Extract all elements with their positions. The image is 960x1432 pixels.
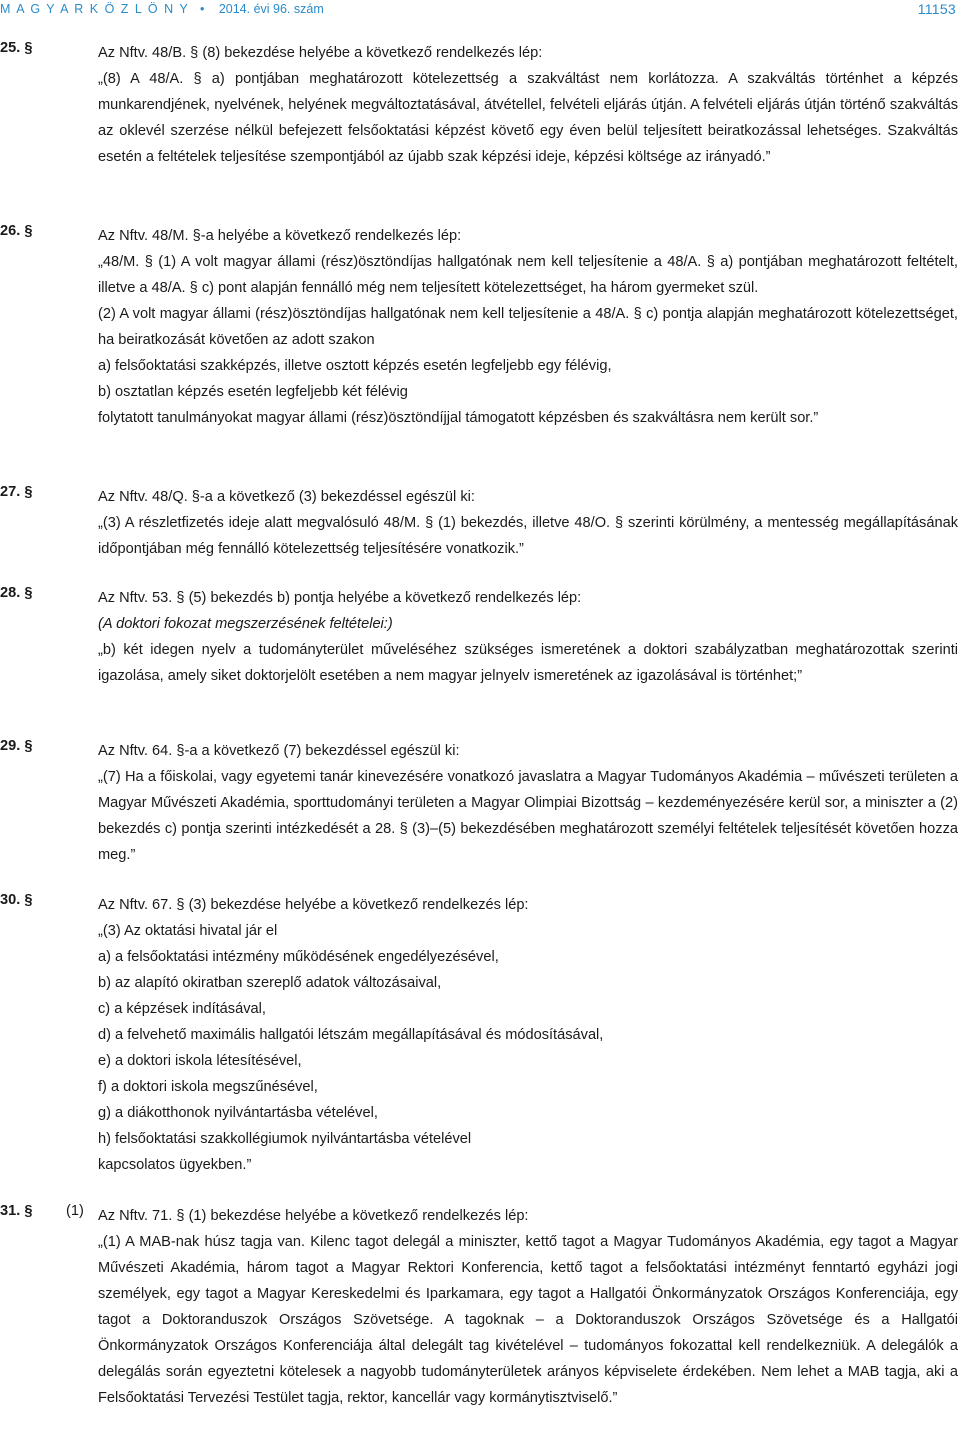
page-header (0, 0, 960, 20)
section-paragraph: „(7) Ha a főiskolai, vagy egyetemi tanár kinevezésére vonatkozó javaslatra a Magyar Tudományos Akadémia – művészeti területen a Magyar Művészeti Akadémia, sporttudományi területen a Magyar Olimpiai Bizottság – kezdeményezésére kerül sor, a miniszter a (2) bekezdés c) pontja szerinti intézkedését a 28. § (3)–(5) bekezdésében meghatározott személyi feltételek teljesítését követően hozza meg.” (98, 769, 958, 863)
list-item: h) felsőoktatási szakkollégiumok nyilvántartásba vételével (98, 1131, 472, 1147)
list-item: d) a felvehető maximális hallgatói létszám megállapításával és módosításával, (98, 1027, 604, 1043)
section-paragraph: „(1) A MAB-nak húsz tagja van. Kilenc tagot delegál a miniszter, kettő tagot a Magyar Tudományos Akadémia, egy tagot a Magyar Művészeti Akadémia, három tagot a Magyar Rektori Konferencia, kettő tagot a felsőoktatási intézményt fenntartó egyházi jogi személyek, egy tagot a Magyar Kereskedelmi és Iparkamara, egy tagot a Hallgatói Önkormányzatok Országos Konferenciája, egy tagot a Doktoranduszok Országos Szövetsége. A tagoknak – a Doktoranduszok Országos Szövetsége és a Hallgatói Önkormányzatok Országos Konferenciája által delegált tag kivételével – tudományos fokozattal kell rendelkezniük. A delegálók a delegálás során egyeztetni kötelesek a nagyobb tudományterületek arányos képviselete érdekében. Nem lehet a MAB tagja, aki a Felsőoktatási Tervezési Testület tagja, rektor, kancellár vagy kormánytisztviselő.” (98, 1234, 958, 1406)
section-text (98, 1203, 958, 1411)
header-bullet: • (199, 2, 206, 16)
section-intro: Az Nftv. 64. §-a a következő (7) bekezdéssel egészül ki: (98, 743, 460, 759)
section-intro: Az Nftv. 71. § (1) bekezdése helyébe a következő rendelkezés lép: (98, 1208, 529, 1224)
list-item: a) a felsőoktatási intézmény működésének engedélyezésével, (98, 949, 499, 965)
section-paragraph: „(3) A részletfizetés ideje alatt megvalósuló 48/M. § (1) bekezdés, illetve 48/O. § szerinti körülmény, a mentesség megállapításának időpontjában még fennálló kötelezettség teljesítésére vonatkozik.” (98, 515, 958, 557)
section-text (98, 585, 958, 689)
list-item: c) a képzések indításával, (98, 1001, 266, 1017)
section-text (98, 223, 958, 431)
section-number: 30. § (0, 892, 33, 908)
section-paragraph: a) felsőoktatási szakképzés, illetve osztott képzés esetén legfeljebb egy félévig, (98, 358, 612, 374)
section-text (98, 40, 958, 170)
section-paragraph: „48/M. § (1) A volt magyar állami (rész)ösztöndíjas hallgatónak nem kell teljesítenie a 48/A. § a) pontjában meghatározott feltételt, illetve a 48/A. § c) pont alapján fennálló még nem teljesített kötelezettséget, ha három gyermeket szül. (98, 254, 958, 296)
list-item: b) az alapító okiratban szereplő adatok változásaival, (98, 975, 442, 991)
section-paragraph: „b) két idegen nyelv a tudományterület műveléséhez szükséges ismeretének a doktori szabályzatban meghatározottak szerinti igazolása, amely siket doktorjelölt esetében a nem magyar jelnyelv ismeretének az igazolásával is történhet;” (98, 642, 958, 684)
section-paragraph: b) osztatlan képzés esetén legfeljebb két félévig (98, 384, 408, 400)
journal-name: M A G Y A R K Ö Z L Ö N Y (0, 2, 189, 16)
section-number: 25. § (0, 40, 33, 56)
section-intro: Az Nftv. 48/B. § (8) bekezdése helyébe a következő rendelkezés lép: (98, 45, 543, 61)
section-number: 27. § (0, 484, 33, 500)
section-text (98, 738, 958, 868)
list-item: g) a diákotthonok nyilvántartásba vételével, (98, 1105, 378, 1121)
section-context: (A doktori fokozat megszerzésének feltételei:) (98, 616, 393, 632)
journal-title (0, 2, 324, 16)
issue-label: 2014. évi 96. szám (218, 2, 324, 16)
section-text (98, 484, 958, 562)
subsection-number: (1) (66, 1203, 84, 1219)
section-number: 26. § (0, 223, 33, 239)
section-number: 29. § (0, 738, 33, 754)
section-paragraph: „(8) A 48/A. § a) pontjában meghatározott kötelezettség a szakváltást nem korlátozza. A szakváltás történhet a képzés munkarendjének, nyelvének, helyének megváltoztatásával, átvétellel, felvételi eljárás útján. A felvételi eljárás útján történő szakváltás az oklevél szerzése nélkül befejezett felsőoktatási képzést követő egy éven belül teljesített beiratkozással lehetséges. Szakváltás esetén a feltételek teljesítése szempontjából az újabb szak képzési ideje, képzési költsége az irányadó.” (98, 71, 958, 165)
list-item: f) a doktori iskola megszűnésével, (98, 1079, 318, 1095)
section-paragraph: „(3) Az oktatási hivatal jár el (98, 923, 278, 939)
section-paragraph: kapcsolatos ügyekben.” (98, 1157, 252, 1173)
section-paragraph: folytatott tanulmányokat magyar állami (rész)ösztöndíjjal támogatott képzésben és szakváltásra nem került sor.” (98, 410, 819, 426)
page-number: 11153 (917, 1, 956, 17)
section-intro: Az Nftv. 67. § (3) bekezdése helyébe a következő rendelkezés lép: (98, 897, 529, 913)
section-paragraph: (2) A volt magyar állami (rész)ösztöndíjas hallgatónak nem kell teljesítenie a 48/A. § c) pontja alapján meghatározott kötelezettséget, ha beiratkozását követően az adott szakon (98, 306, 958, 348)
section-text (98, 892, 958, 1178)
section-number: 28. § (0, 585, 33, 601)
section-intro: Az Nftv. 53. § (5) bekezdés b) pontja helyébe a következő rendelkezés lép: (98, 590, 582, 606)
section-number: 31. § (0, 1203, 33, 1219)
section-intro: Az Nftv. 48/M. §-a helyébe a következő rendelkezés lép: (98, 228, 462, 244)
list-item: e) a doktori iskola létesítésével, (98, 1053, 302, 1069)
section-intro: Az Nftv. 48/Q. §-a a következő (3) bekezdéssel egészül ki: (98, 489, 475, 505)
